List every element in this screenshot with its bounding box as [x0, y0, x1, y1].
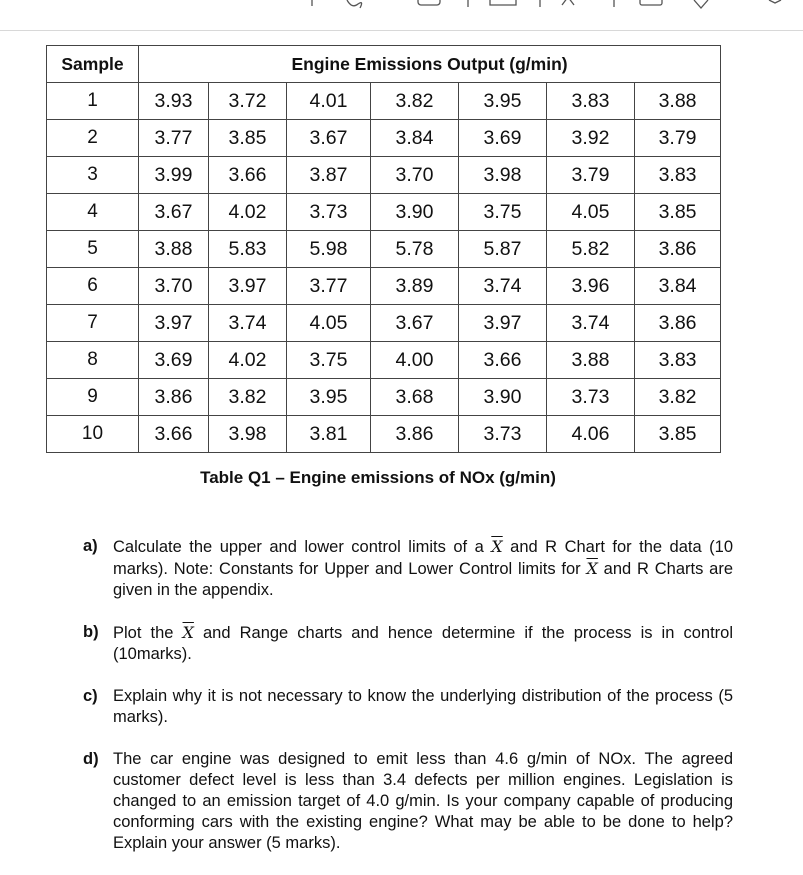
table-row	[47, 83, 721, 120]
emissions-table	[46, 45, 721, 453]
emission-value-cell: 3.85	[635, 416, 721, 453]
question-text-segment: and R Chart for the data (10 marks). Note: Constants for Upper and Lower Control limits for	[113, 538, 733, 578]
emission-value-cell: 3.73	[547, 379, 635, 416]
emission-value-cell: 3.87	[287, 157, 371, 194]
emission-value-cell: 5.87	[459, 231, 547, 268]
emission-value-cell: 5.98	[287, 231, 371, 268]
emission-value-cell: 3.74	[209, 305, 287, 342]
question-text-segment: and Range charts and hence determine if the process is in control (10marks).	[113, 624, 733, 663]
emission-value-cell: 3.72	[209, 83, 287, 120]
table-row	[47, 157, 721, 194]
emission-value-cell: 3.95	[287, 379, 371, 416]
emission-value-cell: 3.98	[209, 416, 287, 453]
emission-value-cell: 3.66	[139, 416, 209, 453]
emission-value-cell: 4.02	[209, 342, 287, 379]
emission-value-cell: 3.82	[371, 83, 459, 120]
emission-value-cell: 3.90	[371, 194, 459, 231]
emission-value-cell: 3.70	[139, 268, 209, 305]
emission-value-cell: 4.00	[371, 342, 459, 379]
emission-value-cell: 3.66	[209, 157, 287, 194]
emission-value-cell: 3.77	[287, 268, 371, 305]
emission-value-cell: 3.96	[547, 268, 635, 305]
emission-value-cell: 3.90	[459, 379, 547, 416]
question-text	[113, 686, 733, 728]
emission-value-cell: 4.02	[209, 194, 287, 231]
emission-value-cell: 3.88	[635, 83, 721, 120]
emission-value-cell: 3.73	[287, 194, 371, 231]
toolbar-strip	[0, 0, 803, 31]
emission-value-cell: 3.74	[459, 268, 547, 305]
emission-value-cell: 3.89	[371, 268, 459, 305]
question-label: a)	[83, 537, 98, 555]
table-header-row	[47, 46, 721, 83]
question-text-segment: Plot the	[113, 624, 183, 642]
emission-value-cell: 3.83	[635, 157, 721, 194]
image-icon[interactable]	[640, 0, 662, 5]
table-row	[47, 379, 721, 416]
emission-value-cell: 3.82	[209, 379, 287, 416]
emission-value-cell: 5.82	[547, 231, 635, 268]
x-bar-symbol: $\overline{X}$	[182, 623, 194, 642]
emission-value-cell: 3.84	[371, 120, 459, 157]
question-text-segment: Calculate the upper and lower control limits of a	[113, 538, 492, 556]
emission-value-cell: 3.97	[209, 268, 287, 305]
emission-value-cell: 3.97	[139, 305, 209, 342]
sample-number-cell: 7	[47, 305, 139, 342]
x-bar-symbol: $\overline{X}$	[491, 537, 503, 556]
question-item	[83, 686, 733, 728]
emission-value-cell: 4.01	[287, 83, 371, 120]
emission-value-cell: 3.79	[547, 157, 635, 194]
pen-icon[interactable]	[347, 0, 362, 8]
question-item	[83, 622, 733, 665]
emission-value-cell: 3.70	[371, 157, 459, 194]
emission-value-cell: 5.83	[209, 231, 287, 268]
expand-icon[interactable]	[769, 0, 781, 3]
sample-number-cell: 4	[47, 194, 139, 231]
questions-list	[83, 536, 733, 875]
sample-number-cell: 6	[47, 268, 139, 305]
table-row	[47, 194, 721, 231]
table-row	[47, 231, 721, 268]
sample-number-cell: 8	[47, 342, 139, 379]
emission-value-cell: 3.92	[547, 120, 635, 157]
sample-number-cell: 5	[47, 231, 139, 268]
emission-value-cell: 5.78	[371, 231, 459, 268]
emission-value-cell: 3.66	[459, 342, 547, 379]
emission-value-cell: 3.79	[635, 120, 721, 157]
question-text	[113, 622, 733, 665]
emission-value-cell: 3.86	[371, 416, 459, 453]
emission-value-cell: 3.95	[459, 83, 547, 120]
table-row	[47, 305, 721, 342]
emission-value-cell: 3.74	[547, 305, 635, 342]
emission-value-cell: 3.86	[635, 305, 721, 342]
emission-value-cell: 3.82	[635, 379, 721, 416]
emission-value-cell: 3.75	[459, 194, 547, 231]
emission-value-cell: 3.97	[459, 305, 547, 342]
sample-header: Sample	[47, 46, 139, 83]
emission-value-cell: 4.05	[547, 194, 635, 231]
question-text-segment: The car engine was designed to emit less than 4.6 g/min of NOx. The agreed customer defect level is less than 3.4 defects per million engines. Legislation is changed to an emission target of 4.0 g/min. Is your company capable of producing conforming cars with the existing engine? What may be able to be done to help? Explain your answer (5 marks).	[113, 750, 733, 852]
emission-value-cell: 3.99	[139, 157, 209, 194]
emission-value-cell: 3.88	[139, 231, 209, 268]
table-body	[47, 83, 721, 453]
emission-value-cell: 3.85	[209, 120, 287, 157]
question-label: b)	[83, 623, 99, 641]
emission-value-cell: 3.67	[287, 120, 371, 157]
emission-value-cell: 3.69	[459, 120, 547, 157]
emission-value-cell: 4.06	[547, 416, 635, 453]
emission-value-cell: 4.05	[287, 305, 371, 342]
question-text-segment: Explain why it is not necessary to know the underlying distribution of the process (5 marks).	[113, 687, 733, 726]
emission-value-cell: 3.81	[287, 416, 371, 453]
table-row	[47, 268, 721, 305]
question-text-segment: and R Charts are given in the appendix.	[113, 560, 733, 599]
toolbar-icons	[0, 0, 803, 30]
emission-value-cell: 3.75	[287, 342, 371, 379]
question-text	[113, 536, 733, 601]
sample-number-cell: 1	[47, 83, 139, 120]
sample-number-cell: 2	[47, 120, 139, 157]
emissions-table-container	[46, 45, 721, 453]
sample-number-cell: 9	[47, 379, 139, 416]
emission-value-cell: 3.67	[139, 194, 209, 231]
emission-value-cell: 3.68	[371, 379, 459, 416]
question-item	[83, 536, 733, 601]
emission-value-cell: 3.85	[635, 194, 721, 231]
question-label: c)	[83, 687, 98, 705]
sample-number-cell: 10	[47, 416, 139, 453]
x-bar-symbol: $\overline{X}$	[586, 559, 598, 578]
table-row	[47, 416, 721, 453]
table-row	[47, 120, 721, 157]
emission-value-cell: 3.77	[139, 120, 209, 157]
emission-value-cell: 3.69	[139, 342, 209, 379]
emission-value-cell: 3.86	[139, 379, 209, 416]
emission-value-cell: 3.83	[635, 342, 721, 379]
emission-value-cell: 3.98	[459, 157, 547, 194]
text-tool-icon[interactable]	[562, 0, 574, 5]
table-caption: Table Q1 – Engine emissions of NOx (g/min)	[200, 468, 556, 487]
emission-value-cell: 3.84	[635, 268, 721, 305]
emission-value-cell: 3.67	[371, 305, 459, 342]
chevron-down-icon[interactable]	[694, 0, 708, 8]
output-header: Engine Emissions Output (g/min)	[139, 46, 721, 83]
shape-icon[interactable]	[490, 0, 516, 5]
table-row	[47, 342, 721, 379]
sample-number-cell: 3	[47, 157, 139, 194]
question-text	[113, 749, 733, 854]
question-label: d)	[83, 750, 99, 768]
question-item	[83, 749, 733, 854]
emission-value-cell: 3.86	[635, 231, 721, 268]
box-icon[interactable]	[418, 0, 440, 5]
emission-value-cell: 3.83	[547, 83, 635, 120]
emission-value-cell: 3.73	[459, 416, 547, 453]
emission-value-cell: 3.93	[139, 83, 209, 120]
emission-value-cell: 3.88	[547, 342, 635, 379]
